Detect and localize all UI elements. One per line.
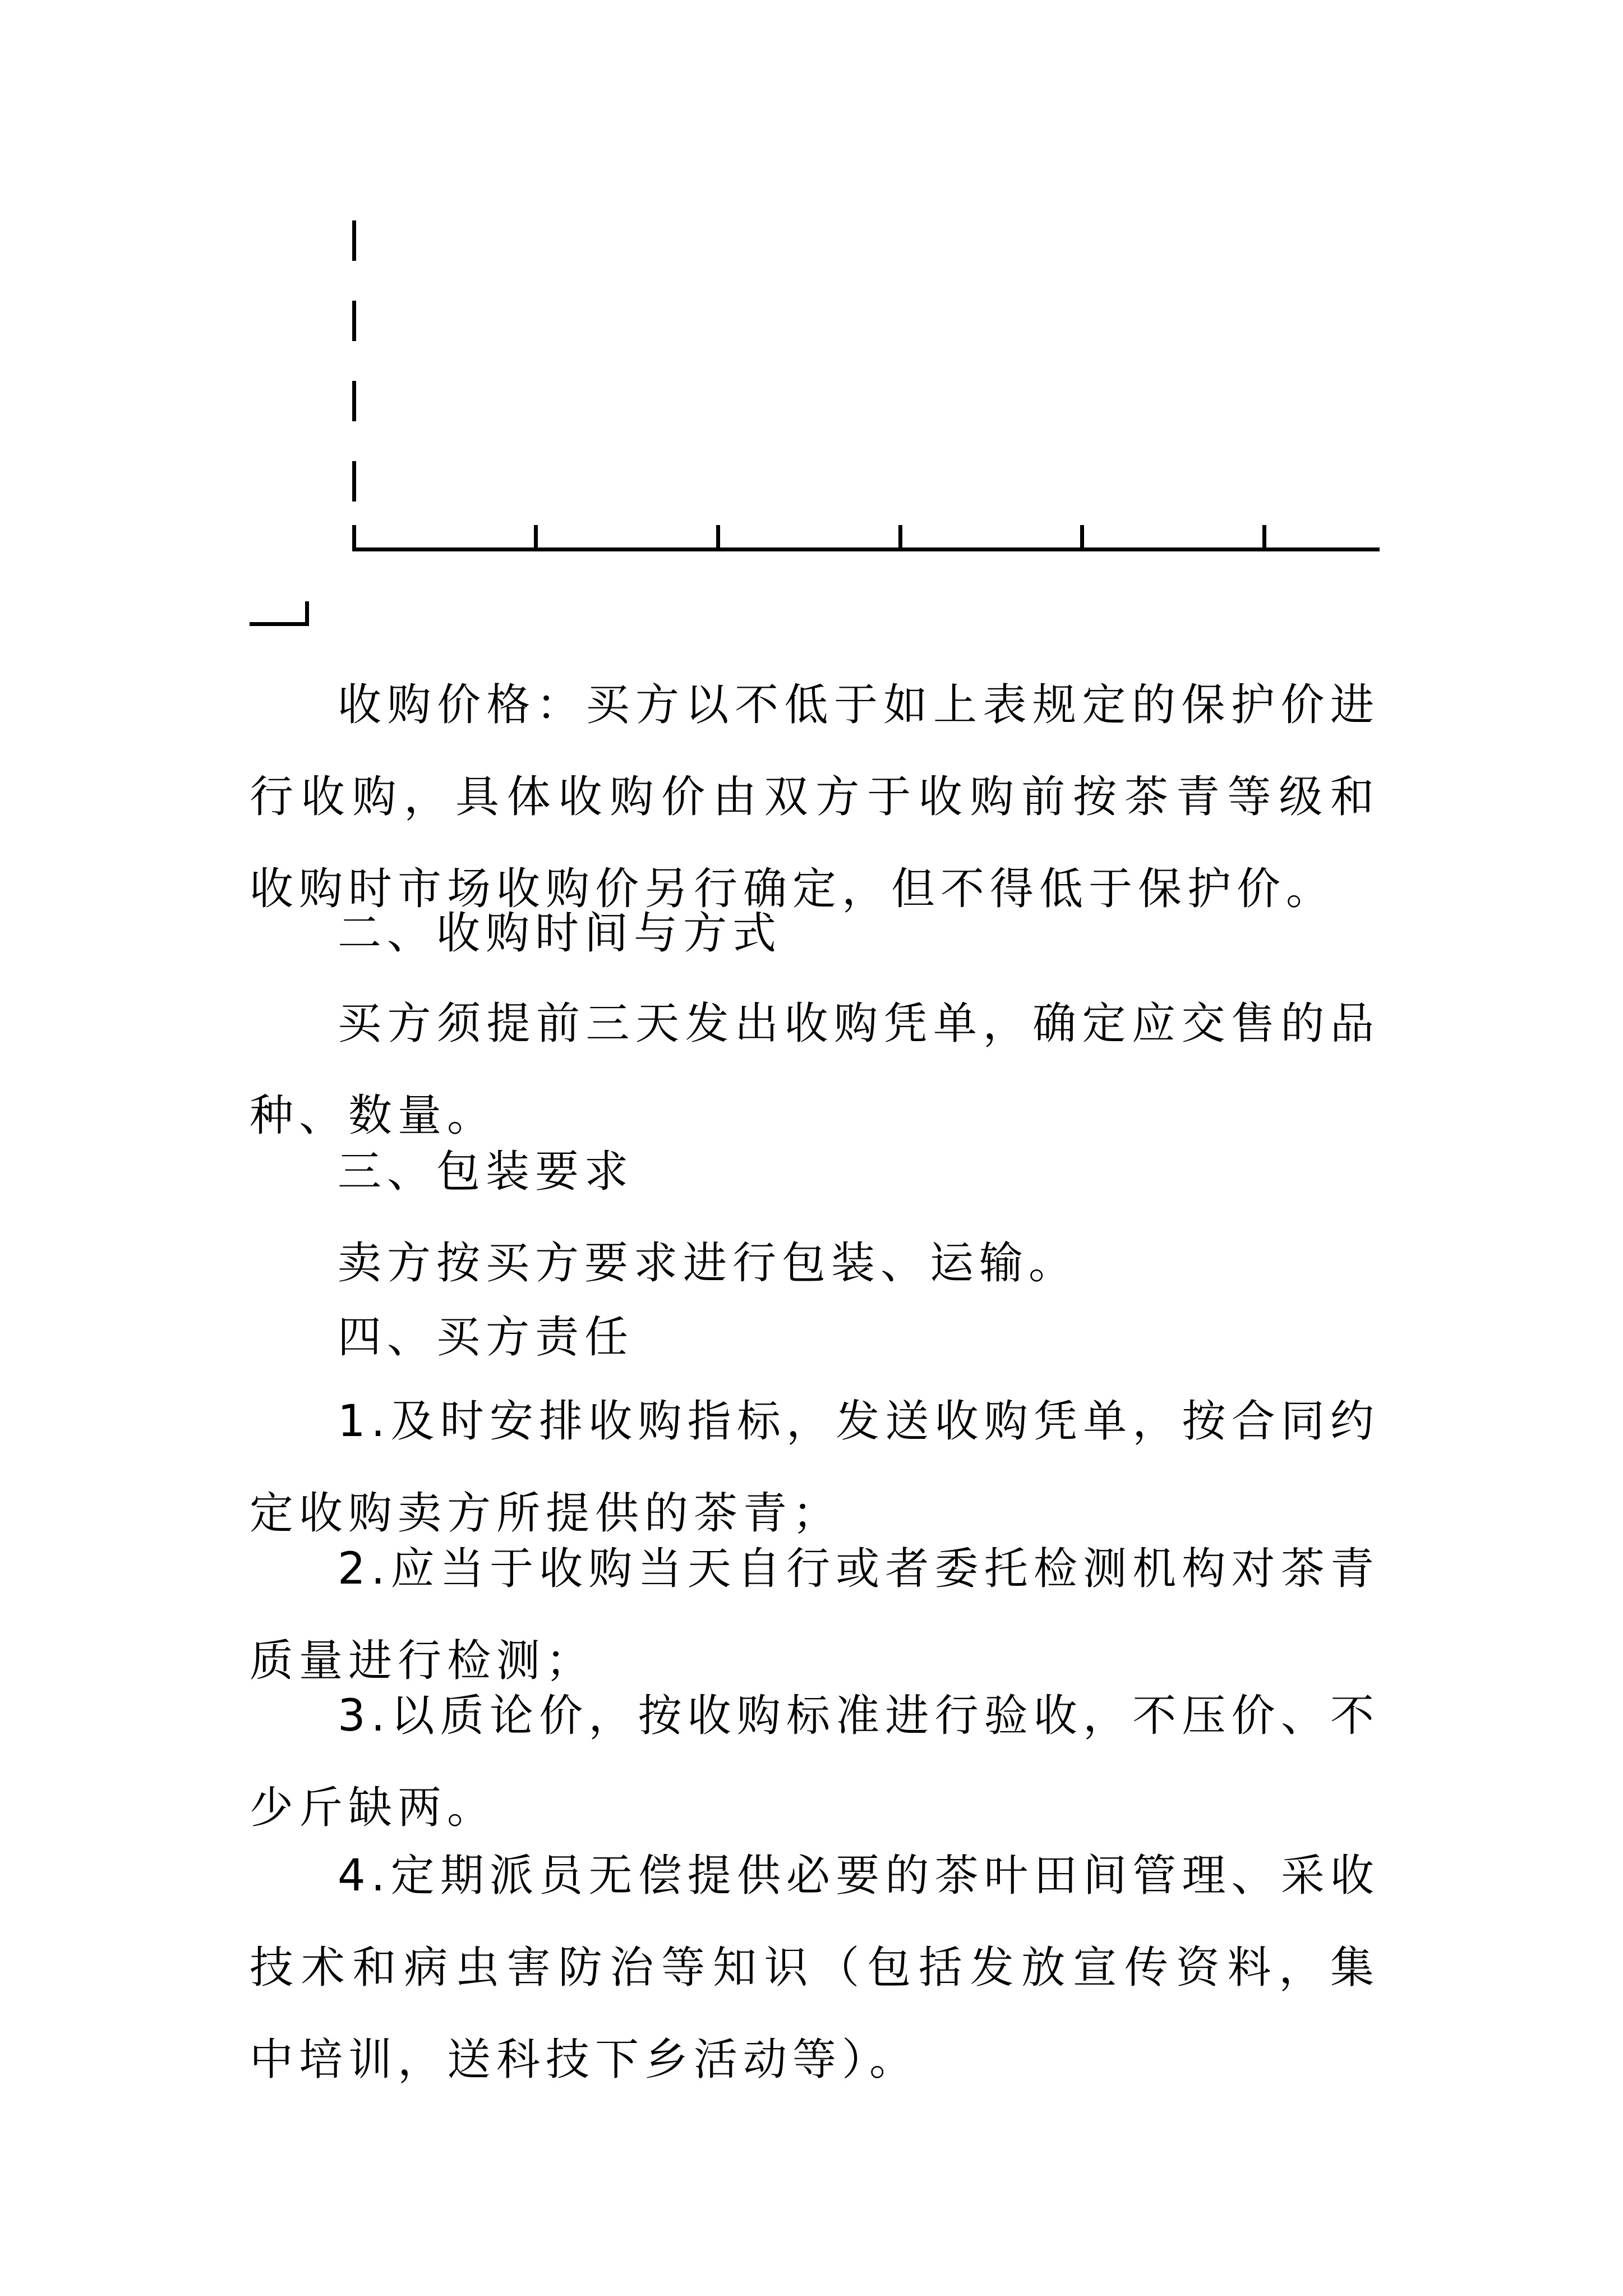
table-border-vertical-segment <box>352 381 356 421</box>
table-border-tick <box>352 525 356 550</box>
responsibility-item: 2.应当于收购当天自行或者委托检测机构对茶青质量进行检测； <box>250 1544 1380 1686</box>
table-border-vertical-segment <box>352 220 356 261</box>
responsibility-item: 3.以质论价，按收购标准进行验收，不压价、不少斤缺两。 <box>250 1691 1380 1833</box>
price-paragraph: 收购价格：买方以不低于如上表规定的保护价进行收购，具体收购价由双方于收购前按茶青等级和收购时市场收购价另行确定，但不得低于保护价。 <box>250 680 1380 914</box>
table-border-tick <box>1262 525 1266 550</box>
table-border-vertical-segment <box>352 301 356 341</box>
responsibility-item: 4.定期派员无偿提供必要的茶叶田间管理、采收技术和病虫害防治等知识（包括发放宣传资料，集中培训，送科技下乡活动等）。 <box>250 1851 1380 2085</box>
table-border-tick <box>716 525 720 550</box>
table-border-vertical-segment <box>352 461 356 501</box>
table-border-tick <box>898 525 902 550</box>
table-border-bottom-line <box>352 547 1380 551</box>
section-heading: 四、买方责任 <box>338 1312 634 1363</box>
section-body: 卖方按买方要求进行包装、运输。 <box>338 1238 1078 1289</box>
section-heading: 三、包装要求 <box>338 1147 634 1197</box>
table-border-tick <box>1080 525 1084 550</box>
table-border-bottom-line-continued <box>250 622 309 626</box>
section-heading: 二、收购时间与方式 <box>338 908 782 959</box>
table-border-tick <box>305 601 309 626</box>
responsibility-item: 1.及时安排收购指标，发送收购凭单，按合同约定收购卖方所提供的茶青； <box>250 1396 1380 1539</box>
section-body: 买方须提前三天发出收购凭单，确定应交售的品种、数量。 <box>250 999 1380 1141</box>
table-border-tick <box>534 525 538 550</box>
